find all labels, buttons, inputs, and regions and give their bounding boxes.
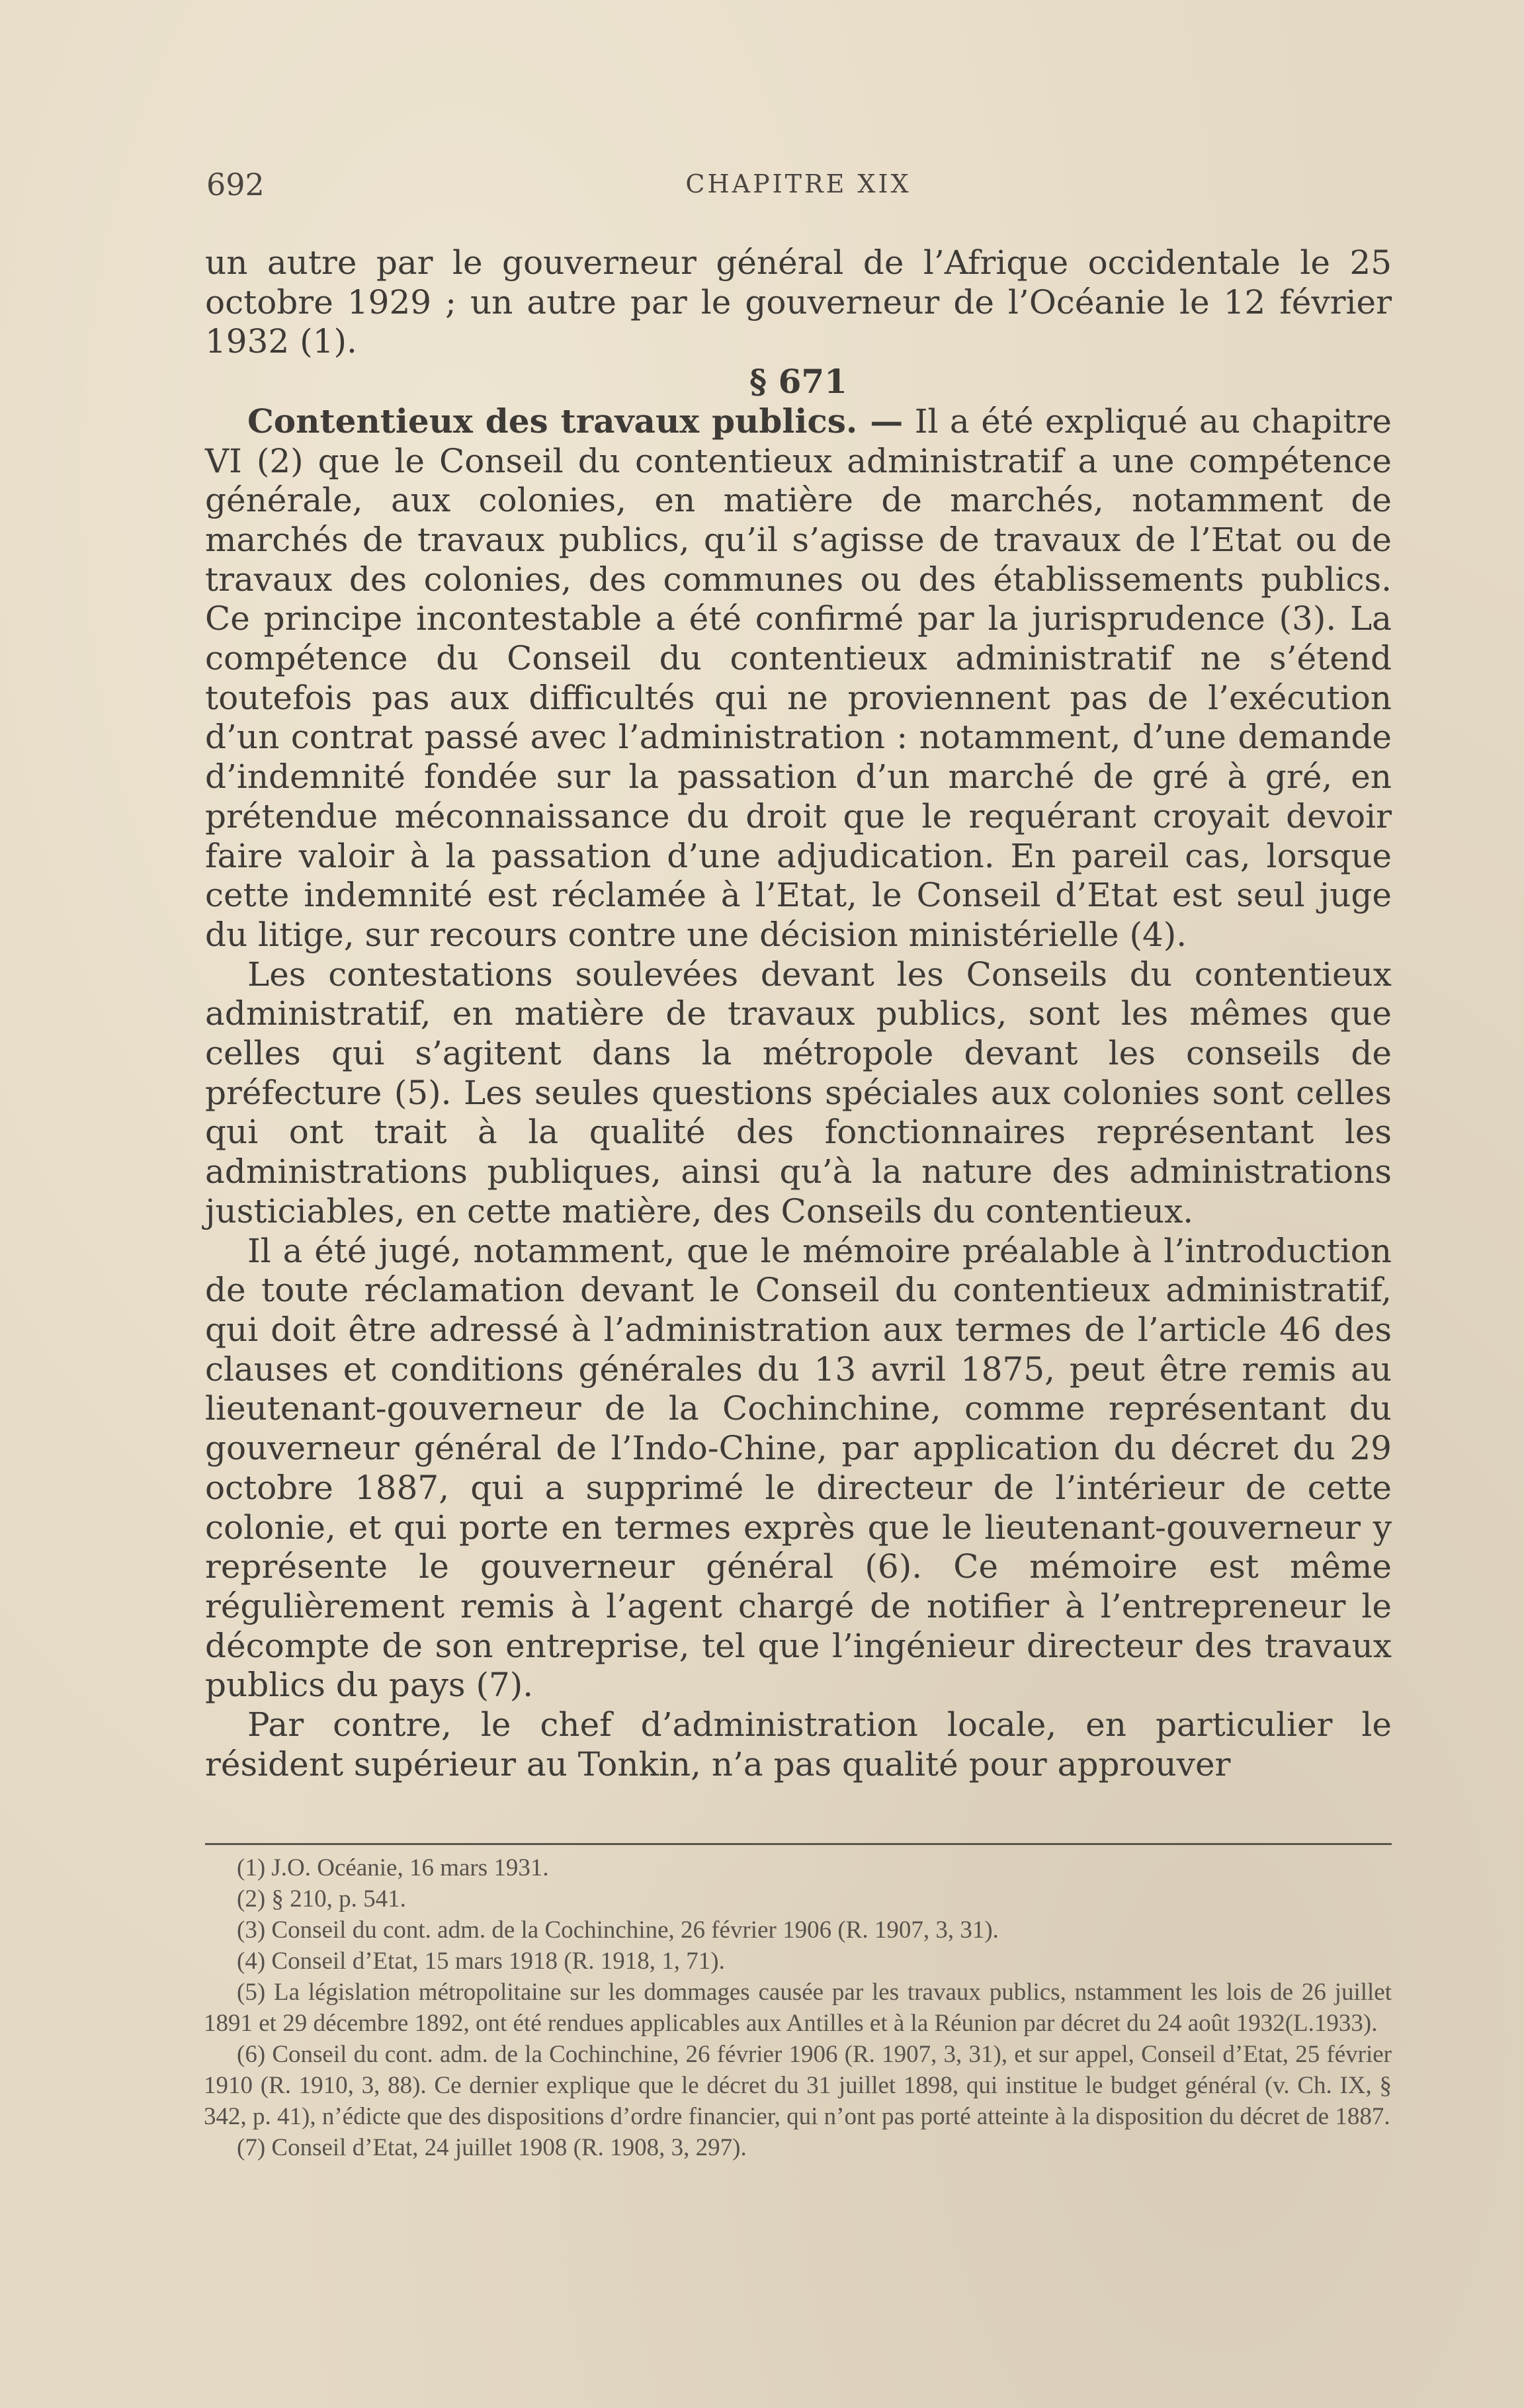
footnote-6: (6) Conseil du cont. adm. de la Cochinchine, 26 février 1906 (R. 1907, 3, 31), et sur appel, Conseil d’Etat, 25 février 1910 (R. 1910, 3, 88). Ce dernier explique que le décret du 31 juillet 1898, qui institue le budget général (v. Ch. IX, § 342, p. 41), n’édicte que des dispositions d’ordre financier, qui n’ont pas porté atteinte à la disposition du décret de 1887. xyxy=(204,2041,1392,2130)
body-text xyxy=(205,243,1392,1784)
footnotes xyxy=(204,1852,1392,2163)
footnote-4: (4) Conseil d’Etat, 15 mars 1918 (R. 1918, 1, 71). xyxy=(237,1948,725,1975)
intro-paragraph: un autre par le gouverneur général de l’Afrique occidentale le 25 octobre 1929 ; un autre par le gouverneur de l’Océanie le 12 février 1932 (1). xyxy=(205,243,1392,361)
footnote-3: (3) Conseil du cont. adm. de la Cochinchine, 26 février 1906 (R. 1907, 3, 31). xyxy=(237,1916,999,1944)
footnote-7: (7) Conseil d’Etat, 24 juillet 1908 (R. 1908, 3, 297). xyxy=(237,2134,747,2161)
paragraph-1 xyxy=(205,402,1392,955)
footnote-divider xyxy=(205,1843,1392,1845)
paragraph-lead-title: Contentieux des travaux publics. — xyxy=(247,401,904,441)
page-number: 692 xyxy=(206,167,265,202)
paragraph-4: Par contre, le chef d’administration locale, en particulier le résident supérieur au Tonkin, n’a pas qualité pour approuver xyxy=(205,1705,1392,1784)
footnote-5: (5) La législation métropolitaine sur les dommages causée par les travaux publics, nstamment les lois de 26 juillet 1891 et 29 décembre 1892, ont été rendues applicables aux Antilles et à la Réunion par décret du 24 août 1932(L.1933). xyxy=(204,1979,1392,2037)
footnote-1: (1) J.O. Océanie, 16 mars 1931. xyxy=(237,1854,549,1881)
running-head xyxy=(206,167,1390,206)
section-heading: § 671 xyxy=(749,362,847,402)
chapter-title: CHAPITRE XIX xyxy=(685,169,911,198)
paragraph-3: Il a été jugé, notamment, que le mémoire préalable à l’introduction de toute réclamation devant le Conseil du contentieux administratif, qui doit être adressé à l’administration aux termes de l’article 46 des clauses et conditions générales du 13 avril 1875, peut être remis au lieutenant-gouverneur de la Cochinchine, comme représentant du gouverneur général de l’Indo-Chine, par application du décret du 29 octobre 1887, qui a supprimé le directeur de l’intérieur de cette colonie, et qui porte en termes exprès que le lieutenant-gouverneur y représente le gouverneur général (6). Ce mémoire est même régulièrement remis à l’agent chargé de notifier à l’entrepreneur le décompte de son entreprise, tel que l’ingénieur directeur des travaux publics du pays (7). xyxy=(205,1231,1392,1705)
paragraph-2: Les contestations soulevées devant les Conseils du contentieux administratif, en matière de travaux publics, sont les mêmes que celles qui s’agitent dans la métropole devant les conseils de préfecture (5). Les seules questions spéciales aux colonies sont celles qui ont trait à la qualité des fonctionnaires représentant les administrations publiques, ainsi qu’à la nature des administrations justiciables, en cette matière, des Conseils du contentieux. xyxy=(205,955,1392,1230)
footnote-2: (2) § 210, p. 541. xyxy=(237,1885,406,1913)
paragraph-1-text: Il a été expliqué au chapitre VI (2) que le Conseil du contentieux administratif a une compétence générale, aux colonies, en matière de marchés, notamment de marchés de travaux publics, qu’il s’agisse de travaux de l’Etat ou de travaux des colonies, des communes ou des établissements publics. Ce principe incontestable a été confirmé par la jurisprudence (3). La compétence du Conseil du contentieux administratif ne s’étend toutefois pas aux difficultés qui ne proviennent pas de l’exécution d’un contrat passé avec l’administration : notamment, d’une demande d’indemnité fondée sur la passation d’un marché de gré à gré, en prétendue méconnaissance du droit que le requérant croyait devoir faire valoir à la passation d’une adjudication. En pareil cas, lorsque cette indemnité est réclamée à l’Etat, le Conseil d’Etat est seul juge du litige, sur recours contre une décision ministérielle (4). xyxy=(205,402,1392,954)
